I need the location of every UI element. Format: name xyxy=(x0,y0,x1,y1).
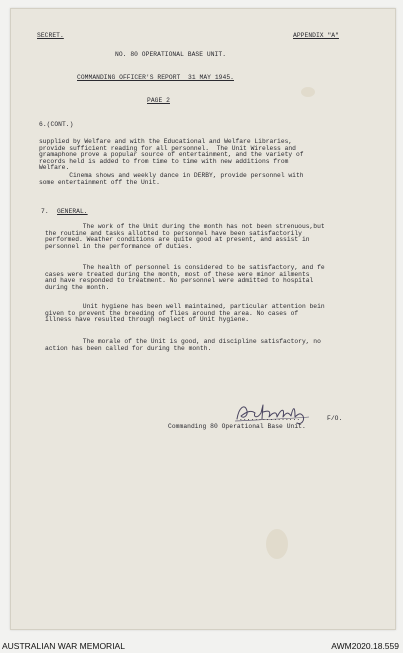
text-line: Unit hygiene has been well maintained, particular attention bein xyxy=(45,303,325,310)
paper-stain xyxy=(266,529,288,559)
text-line: Welfare. xyxy=(39,164,70,172)
appendix-label: APPENDIX "A" xyxy=(293,32,339,39)
archive-footer xyxy=(0,640,403,653)
text-line: action has been called for during the month. xyxy=(45,344,212,352)
signature-title: Commanding 80 Operational Base Unit. xyxy=(168,423,306,430)
text-line: The health of personnel is considered to be satisfactory, and fe xyxy=(45,264,325,271)
text-line: gramaphone prove a popular source of entertainment, and the variety of xyxy=(39,151,304,159)
unit-title: NO. 80 OPERATIONAL BASE UNIT. xyxy=(115,51,227,58)
text-line: cases were treated during the month, most of these were minor ailments xyxy=(45,270,310,278)
text-line: illness have resulted through neglect of Unit hygiene. xyxy=(45,316,250,324)
text-line: and have responded to treatment. No personnel were admitted to hospital xyxy=(45,277,314,285)
section-6-heading: 6.(CONT.) xyxy=(39,121,74,128)
signature-rank: F/O. xyxy=(327,415,343,422)
text-line: provide sufficient reading for all personnel. The Unit Wireless and xyxy=(39,144,296,152)
text-line: supplied by Welfare and with the Educational and Welfare Libraries, xyxy=(39,138,293,145)
signature-line: ................ xyxy=(239,415,301,422)
section-7-heading: GENERAL. xyxy=(57,208,88,215)
classification-label: SECRET. xyxy=(37,32,64,39)
text-line: The work of the Unit during the month has not been strenuous,but xyxy=(45,223,325,230)
archive-name: AUSTRALIAN WAR MEMORIAL xyxy=(2,641,125,651)
report-title: COMMANDING OFFICER'S REPORT 31 MAY 1945. xyxy=(77,74,234,81)
text-line: given to prevent the breeding of flies around the area. No cases of xyxy=(45,309,299,317)
text-line: Cinema shows and weekly dance in DERBY, provide personnel with xyxy=(39,172,304,179)
text-line: records held is added to from time to time with new additions from xyxy=(39,157,289,165)
text-line: the routine and tasks allotted to personnel have been satisfactorily xyxy=(45,229,302,237)
text-line: The morale of the Unit is good, and discipline satisfactory, no xyxy=(45,338,321,345)
text-line: performed. Weather conditions are quite good at present, and assist in xyxy=(45,236,310,244)
page-number: PAGE 2 xyxy=(147,97,170,104)
section-7-number: 7. xyxy=(41,208,49,215)
document-sheet xyxy=(10,8,396,630)
text-line: some entertainment off the Unit. xyxy=(39,178,160,186)
text-line: personnel in the performance of duties. xyxy=(45,242,193,250)
archive-reference: AWM2020.18.559 xyxy=(331,641,399,651)
text-line: during the month. xyxy=(45,283,110,291)
paper-stain xyxy=(301,87,315,97)
